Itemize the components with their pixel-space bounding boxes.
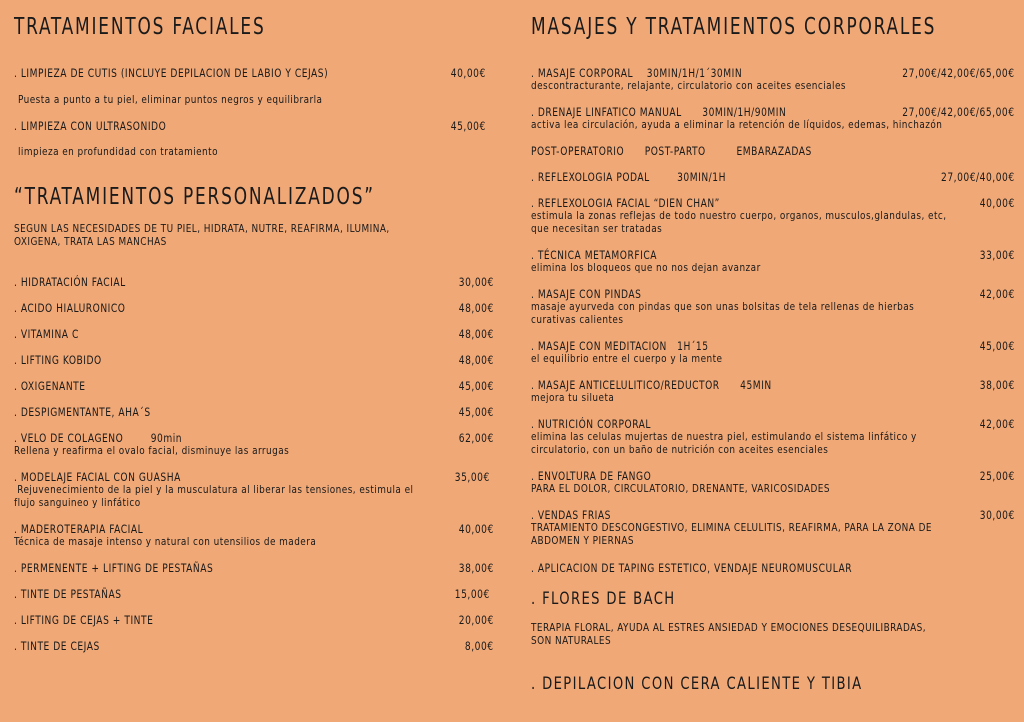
item-name: . MASAJE ANTICELULITICO/REDUCTOR 45MIN [531, 378, 772, 392]
item-price: 35,00€ [454, 470, 490, 484]
item-description: el equilibrio entre el cuerpo y la mente [531, 352, 723, 365]
menu-item [14, 354, 494, 367]
item-price: 62,00€ [458, 431, 494, 445]
item-description: estimula la zonas reflejas de todo nuestro cuerpo, organos, musculos,glandulas, etc, que necesitan ser tratadas [531, 209, 947, 235]
menu-item [14, 640, 494, 653]
item-price: 42,00€ [979, 287, 1015, 301]
item-price: 45,00€ [450, 119, 486, 133]
item-price: 38,00€ [458, 561, 494, 575]
personalized-treatments-title: “TRATAMIENTOS PERSONALIZADOS” [14, 184, 375, 210]
item-price: 25,00€ [979, 469, 1015, 483]
item-description: PARA EL DOLOR, CIRCULATORIO, DRENANTE, VARICOSIDADES [531, 482, 830, 495]
item-description: Puesta a punto a tu piel, eliminar puntos negros y equilibrarla [18, 93, 323, 106]
bach-flowers-description: TERAPIA FLORAL, AYUDA AL ESTRES ANSIEDAD Y EMOCIONES DESEQUILIBRADAS, SON NATURALES [531, 621, 927, 647]
menu-item [14, 614, 494, 627]
menu-item [14, 302, 494, 315]
item-name: . MODELAJE FACIAL CON GUASHA [14, 470, 181, 484]
item-name: POST-OPERATORIO POST-PARTO EMBARAZADAS [531, 144, 812, 158]
item-description: descontracturante, relajante, circulatorio con aceites esenciales [531, 79, 846, 92]
item-name: . TINTE DE CEJAS [14, 639, 100, 653]
facial-treatments-title: TRATAMIENTOS FACIALES [14, 14, 266, 40]
item-name: . ENVOLTURA DE FANGO [531, 469, 652, 483]
menu-item [14, 406, 494, 419]
personalized-intro: SEGUN LAS NECESIDADES DE TU PIEL, HIDRATA, NUTRE, REAFIRMA, ILUMINA, OXIGENA, TRATA LAS MANCHAS [14, 222, 390, 248]
item-description: TRATAMIENTO DESCONGESTIVO, ELIMINA CELULITIS, REAFIRMA, PARA LA ZONA DE ABDOMEN Y PIERNAS [531, 521, 932, 547]
item-name: . HIDRATACIÓN FACIAL [14, 275, 126, 289]
item-name: . MASAJE CON PINDAS [531, 287, 642, 301]
item-description: mejora tu silueta [531, 391, 615, 404]
item-price: 48,00€ [458, 327, 494, 341]
item-price: 45,00€ [979, 339, 1015, 353]
item-name: . TÉCNICA METAMORFICA [531, 248, 657, 262]
item-description: Rejuvenecimiento de la piel y la musculatura al liberar las tensiones, estimula el flujo sanguineo y linfático [14, 483, 414, 509]
item-name: . LIFTING KOBIDO [14, 353, 102, 367]
menu-item [14, 276, 494, 289]
menu-item [531, 171, 1015, 184]
menu-item [14, 562, 494, 575]
item-description: masaje ayurveda con pindas que son unas bolsitas de tela rellenas de hierbas curativas calientes [531, 300, 915, 326]
item-name: . APLICACION DE TAPING ESTETICO, VENDAJE NEUROMUSCULAR [531, 561, 853, 575]
item-description: elimina las celulas mujertas de nuestra piel, estimulando el sistema linfático y circulatorio, con un baño de nutrición con aceites esenciales [531, 430, 917, 456]
item-price: 30,00€ [458, 275, 494, 289]
item-name: . REFLEXOLOGIA FACIAL “DIEN CHAN” [531, 196, 720, 210]
menu-item [531, 562, 1015, 575]
item-name: . TINTE DE PESTAÑAS [14, 587, 122, 601]
item-price: 15,00€ [454, 587, 490, 601]
waxing-title: . DEPILACION CON CERA CALIENTE Y TIBIA [531, 674, 863, 694]
menu-item [14, 380, 494, 393]
item-name: . VITAMINA C [14, 327, 79, 341]
item-name: . PERMENENTE + LIFTING DE PESTAÑAS [14, 561, 214, 575]
item-price: 20,00€ [458, 613, 494, 627]
item-price: 40,00€ [979, 196, 1015, 210]
item-description: elimina los bloqueos que no nos dejan avanzar [531, 261, 761, 274]
item-price: 33,00€ [979, 248, 1015, 262]
item-name: . DRENAJE LINFATICO MANUAL 30MIN/1H/90MIN [531, 105, 787, 119]
item-description: limpieza en profundidad con tratamiento [18, 145, 218, 158]
bach-flowers-title: . FLORES DE BACH [531, 589, 676, 609]
body-treatments-title: MASAJES Y TRATAMIENTOS CORPORALES [531, 14, 937, 40]
item-price: 27,00€/42,00€/65,00€ [902, 105, 1015, 119]
item-price: 30,00€ [979, 508, 1015, 522]
item-name: . DESPIGMENTANTE, AHA´S [14, 405, 151, 419]
item-price: 40,00€ [450, 66, 486, 80]
item-price: 38,00€ [979, 378, 1015, 392]
item-name: . LIFTING DE CEJAS + TINTE [14, 613, 154, 627]
item-price: 42,00€ [979, 417, 1015, 431]
item-name: . REFLEXOLOGIA PODAL 30MIN/1H [531, 170, 726, 184]
item-name: . VELO DE COLAGENO 90min [14, 431, 183, 445]
item-description: activa lea circulación, ayuda a eliminar la retención de líquidos, edemas, hinchazón [531, 118, 943, 131]
item-price: 45,00€ [458, 379, 494, 393]
item-name: . MADEROTERAPIA FACIAL [14, 522, 144, 536]
item-name: . LIMPIEZA DE CUTIS (INCLUYE DEPILACION DE LABIO Y CEJAS) [14, 66, 329, 80]
item-price: 27,00€/42,00€/65,00€ [902, 66, 1015, 80]
item-name: . MASAJE CORPORAL 30MIN/1H/1´30MIN [531, 66, 743, 80]
menu-item [14, 588, 494, 601]
item-price: 8,00€ [465, 639, 494, 653]
item-description: Técnica de masaje intenso y natural con utensilios de madera [14, 535, 317, 548]
item-name: . LIMPIEZA CON ULTRASONIDO [14, 119, 167, 133]
item-name: . NUTRICIÓN CORPORAL [531, 417, 652, 431]
item-name: . OXIGENANTE [14, 379, 86, 393]
menu-item [14, 120, 494, 133]
item-name: . MASAJE CON MEDITACION 1H´15 [531, 339, 709, 353]
item-price: 45,00€ [458, 405, 494, 419]
item-name: . VENDAS FRIAS [531, 508, 611, 522]
menu-item [14, 67, 494, 80]
item-description: Rellena y reafirma el ovalo facial, disminuye las arrugas [14, 444, 290, 457]
item-price: 40,00€ [458, 522, 494, 536]
item-price: 48,00€ [458, 353, 494, 367]
menu-item [531, 145, 1015, 158]
item-price: 48,00€ [458, 301, 494, 315]
menu-item [14, 328, 494, 341]
item-name: . ACIDO HIALURONICO [14, 301, 126, 315]
item-price: 27,00€/40,00€ [941, 170, 1015, 184]
